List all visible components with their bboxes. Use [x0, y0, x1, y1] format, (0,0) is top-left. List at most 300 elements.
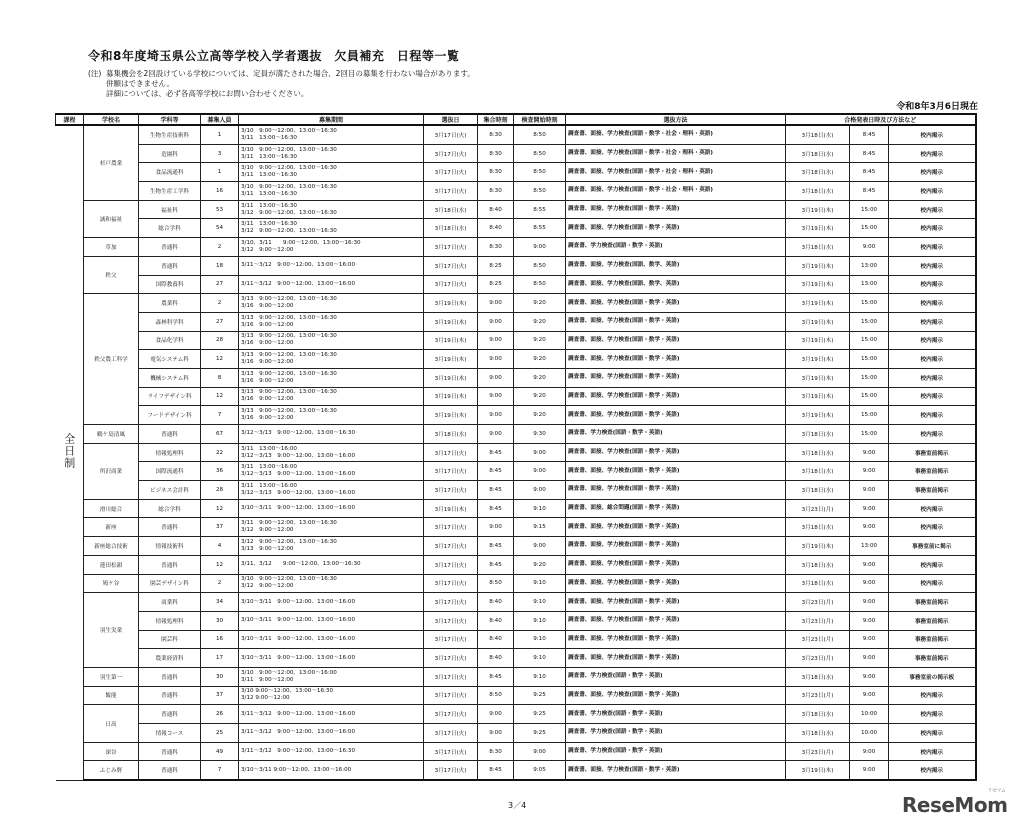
- announce-date: 3月18日(水): [786, 443, 850, 462]
- department: 総合学科: [139, 219, 201, 238]
- selection-method: 調査書、学力検査(国語・数学・英語): [566, 238, 786, 257]
- period-line: 3/11 13:00〜16:30: [241, 221, 297, 228]
- announce-method: 校内掲示: [889, 387, 976, 406]
- announce-method: 校内掲示: [889, 200, 976, 219]
- application-period: [239, 462, 424, 481]
- announce-time: 9:00: [850, 742, 889, 761]
- application-period: [239, 742, 424, 761]
- table-row: [56, 761, 976, 780]
- table-row: [56, 238, 976, 257]
- selection-method: 調査書、面接、学力検査(国語・数学・英語): [566, 462, 786, 481]
- selection-method: 調査書、面接、学力検査(国語・数学・英語): [566, 574, 786, 593]
- period-line: 3/11 13:00〜16:30: [241, 202, 297, 209]
- school-name: 飯能: [84, 686, 139, 705]
- selection-method: 調査書、学力検査(国語・数学・英語): [566, 724, 786, 743]
- department: フードデザイン科: [139, 406, 201, 425]
- gather-time: 9:00: [478, 406, 514, 425]
- period-line: 3/11〜3/12 9:00〜12:00、13:00〜16:00: [241, 710, 356, 717]
- gather-time: 8:45: [478, 462, 514, 481]
- announce-method: 校内掲示: [889, 238, 976, 257]
- announce-date: 3月18日(水): [786, 462, 850, 481]
- capacity: 17: [201, 649, 239, 668]
- gather-time: 8:45: [478, 555, 514, 574]
- announce-time: 8:45: [850, 163, 889, 182]
- announce-date: 3月23日(月): [786, 742, 850, 761]
- department: 農業科: [139, 294, 201, 313]
- selection-method: 調査書、面接、学力検査(国語・数学・英語): [566, 649, 786, 668]
- exam-date: 3月18日(水): [424, 219, 478, 238]
- announce-date: 3月18日(水): [786, 574, 850, 593]
- exam-date: 3月17日(火): [424, 125, 478, 144]
- announce-method: 事務室前掲示: [889, 649, 976, 668]
- capacity: 37: [201, 518, 239, 537]
- period-line: 3/11 13:00〜16:00: [241, 445, 297, 452]
- note-line: 募集機会を2回設けている学校については、定員が満たされた場合、2回目の募集を行わない場合があります。: [106, 69, 475, 78]
- selection-method: 調査書、面接、学力検査(国語・数学・英語): [566, 761, 786, 780]
- selection-method: 調査書、学力検査(国語・数学・英語): [566, 705, 786, 724]
- announce-time: 10:00: [850, 724, 889, 743]
- announce-time: 9:00: [850, 593, 889, 612]
- application-period: [239, 499, 424, 518]
- department: 電気システム科: [139, 350, 201, 369]
- application-period: [239, 163, 424, 182]
- announce-time: 9:00: [850, 518, 889, 537]
- period-line: 3/10 9:00〜12:00、13:00〜16:30: [241, 127, 337, 134]
- gather-time: 8:40: [478, 611, 514, 630]
- table-row: [56, 182, 976, 201]
- period-line: 3/16 9:00〜12:00: [241, 340, 294, 347]
- application-period: [239, 761, 424, 780]
- exam-date: 3月17日(火): [424, 238, 478, 257]
- table-row: [56, 294, 976, 313]
- period-line: 3/10〜3/11 9:00〜12:00、13:00〜16:00: [241, 766, 352, 773]
- exam-date: 3月17日(火): [424, 686, 478, 705]
- period-line: 3/12 9:00〜12:00: [241, 246, 294, 253]
- selection-method: 調査書、面接、学力検査(国語・数学・英語): [566, 555, 786, 574]
- announce-date: 3月18日(水): [786, 125, 850, 144]
- application-period: [239, 667, 424, 686]
- application-period: [239, 350, 424, 369]
- announce-date: 3月19日(木): [786, 761, 850, 780]
- announce-method: 事務室前掲示: [889, 462, 976, 481]
- selection-method: 調査書、面接、総合問題(国語・数学・英語): [566, 499, 786, 518]
- exam-date: 3月19日(木): [424, 387, 478, 406]
- announce-time: 8:45: [850, 125, 889, 144]
- header-row: [56, 114, 976, 125]
- exam-start-time: 9:20: [514, 350, 566, 369]
- capacity: 49: [201, 742, 239, 761]
- department: 普通科: [139, 761, 201, 780]
- gather-time: 8:45: [478, 667, 514, 686]
- exam-start-time: 9:10: [514, 611, 566, 630]
- exam-date: 3月17日(火): [424, 724, 478, 743]
- gather-time: 9:00: [478, 425, 514, 444]
- school-name: 草加: [84, 238, 139, 257]
- announce-time: 15:00: [850, 368, 889, 387]
- school-name: 羽生実業: [84, 593, 139, 668]
- announce-time: 15:00: [850, 406, 889, 425]
- capacity: 28: [201, 331, 239, 350]
- department: 生物生産技術科: [139, 125, 201, 144]
- period-line: 3/11〜3/12 9:00〜12:00、13:00〜16:00: [241, 280, 356, 287]
- header-exam-date: 選抜日: [424, 114, 478, 125]
- table-row: [56, 443, 976, 462]
- capacity: 7: [201, 406, 239, 425]
- capacity: 1: [201, 163, 239, 182]
- application-period: [239, 406, 424, 425]
- exam-date: 3月17日(火): [424, 256, 478, 275]
- header-announce: 合格発表日時及び方法など: [786, 114, 976, 125]
- exam-start-time: 9:10: [514, 499, 566, 518]
- table-row: [56, 256, 976, 275]
- exam-date: 3月19日(木): [424, 294, 478, 313]
- notes: [88, 69, 475, 99]
- announce-date: 3月19日(木): [786, 350, 850, 369]
- selection-method: 調査書、面接、学力検査(国語・数学・英語): [566, 593, 786, 612]
- announce-method: 校内掲示: [889, 294, 976, 313]
- school-name: 秩父: [84, 256, 139, 293]
- department: 普通科: [139, 667, 201, 686]
- table-row: [56, 275, 976, 294]
- selection-method: 調査書、面接、学力検査(国語・数学・社会・理科・英語): [566, 125, 786, 144]
- announce-date: 3月23日(月): [786, 499, 850, 518]
- gather-time: 9:00: [478, 331, 514, 350]
- exam-date: 3月17日(火): [424, 518, 478, 537]
- period-line: 3/16 9:00〜12:00: [241, 321, 294, 328]
- department: 普通科: [139, 686, 201, 705]
- exam-start-time: 9:20: [514, 331, 566, 350]
- header-department: 学科等: [139, 114, 201, 125]
- capacity: 4: [201, 537, 239, 556]
- period-line: 3/12〜3/13 9:00〜12:00、13:00〜16:30: [241, 430, 356, 437]
- exam-start-time: 9:10: [514, 649, 566, 668]
- application-period: [239, 425, 424, 444]
- selection-method: 調査書、面接、学力検査(国語・数学・英語): [566, 481, 786, 500]
- gather-time: 8:30: [478, 144, 514, 163]
- announce-method: 校内掲示: [889, 425, 976, 444]
- period-line: 3/11 13:00〜16:30: [241, 190, 297, 197]
- announce-method: 校内掲示: [889, 331, 976, 350]
- announce-date: 3月23日(月): [786, 630, 850, 649]
- announce-time: 9:00: [850, 611, 889, 630]
- announce-time: 13:00: [850, 256, 889, 275]
- page-title: 令和8年度埼玉県公立高等学校入学者選抜 欠員補充 日程等一覧: [88, 49, 460, 63]
- announce-method: 事務室前掲示: [889, 593, 976, 612]
- application-period: [239, 144, 424, 163]
- announce-date: 3月19日(木): [786, 537, 850, 556]
- announce-method: 校内掲示: [889, 219, 976, 238]
- selection-method: 調査書、面接、学力検査(国語・数学・英語): [566, 443, 786, 462]
- note-line: 併願はできません。: [106, 79, 174, 88]
- school-name: 誠和福祉: [84, 200, 139, 237]
- capacity: 2: [201, 238, 239, 257]
- announce-method: 事務室前掲示: [889, 611, 976, 630]
- table-row: [56, 686, 976, 705]
- exam-date: 3月17日(火): [424, 574, 478, 593]
- exam-start-time: 9:00: [514, 742, 566, 761]
- announce-method: 校内掲示: [889, 406, 976, 425]
- table-row: [56, 630, 976, 649]
- table-row: [56, 742, 976, 761]
- period-line: 3/12 9:00〜12:00、13:00〜16:30: [241, 538, 337, 545]
- application-period: [239, 630, 424, 649]
- application-period: [239, 611, 424, 630]
- announce-date: 3月19日(木): [786, 219, 850, 238]
- exam-date: 3月19日(木): [424, 368, 478, 387]
- gather-time: 8:45: [478, 499, 514, 518]
- school-name: 深谷: [84, 742, 139, 761]
- department: 機械システム科: [139, 368, 201, 387]
- announce-time: 9:00: [850, 649, 889, 668]
- announce-time: 9:00: [850, 686, 889, 705]
- capacity: 28: [201, 481, 239, 500]
- table-row: [56, 537, 976, 556]
- department: 国際教養科: [139, 275, 201, 294]
- period-line: 3/10〜3/11 9:00〜12:00、13:00〜16:00: [241, 617, 356, 624]
- exam-date: 3月19日(木): [424, 350, 478, 369]
- application-period: [239, 518, 424, 537]
- period-line: 3/10、3/11 9:00〜12:00、13:00〜16:30: [241, 239, 361, 246]
- application-period: [239, 387, 424, 406]
- period-line: 3/10 9:00〜12:00、13:00〜16:30: [241, 688, 334, 695]
- announce-date: 3月18日(水): [786, 705, 850, 724]
- announce-method: 校内掲示: [889, 182, 976, 201]
- resemom-logo: ReseMom リセマム: [902, 788, 1008, 817]
- application-period: [239, 574, 424, 593]
- capacity: 22: [201, 443, 239, 462]
- capacity: 67: [201, 425, 239, 444]
- exam-date: 3月17日(火): [424, 593, 478, 612]
- period-line: 3/11〜3/12 9:00〜12:00、13:00〜16:00: [241, 262, 356, 269]
- period-line: 3/10〜3/11 9:00〜12:00、13:00〜16:00: [241, 635, 356, 642]
- gather-time: 9:00: [478, 350, 514, 369]
- department: 普通科: [139, 742, 201, 761]
- period-line: 3/11、3/12 9:00〜12:00、13:00〜16:30: [241, 561, 361, 568]
- selection-method: 調査書、面接、学力検査(国語、数学、英語): [566, 275, 786, 294]
- application-period: [239, 686, 424, 705]
- gather-time: 8:45: [478, 481, 514, 500]
- exam-date: 3月19日(木): [424, 499, 478, 518]
- announce-date: 3月19日(木): [786, 275, 850, 294]
- selection-method: 調査書、面接、学力検査(国語・数学・英語): [566, 611, 786, 630]
- period-line: 3/10 9:00〜12:00、13:00〜16:30: [241, 183, 337, 190]
- period-line: 3/13 9:00〜12:00、13:00〜16:30: [241, 370, 337, 377]
- table-row: [56, 593, 976, 612]
- exam-start-time: 9:30: [514, 425, 566, 444]
- period-line: 3/13 9:00〜12:00、13:00〜16:30: [241, 314, 337, 321]
- period-line: 3/12 9:00〜12:00: [241, 527, 294, 534]
- exam-date: 3月17日(火): [424, 462, 478, 481]
- selection-method: 調査書、面接、学力検査(国語・数学・英語): [566, 219, 786, 238]
- period-line: 3/16 9:00〜12:00: [241, 359, 294, 366]
- announce-time: 15:00: [850, 219, 889, 238]
- selection-method: 調査書、面接、学力検査(国語・数学・英語): [566, 686, 786, 705]
- application-period: [239, 200, 424, 219]
- department: 普通科: [139, 518, 201, 537]
- exam-start-time: 9:00: [514, 443, 566, 462]
- announce-time: 15:00: [850, 425, 889, 444]
- selection-method: 調査書、学力検査(国語・数学・英語): [566, 667, 786, 686]
- announce-method: 校内掲示: [889, 125, 976, 144]
- selection-method: 調査書、学力検査(国語・数学・英語): [566, 742, 786, 761]
- table-row: [56, 163, 976, 182]
- department: 国際流通科: [139, 462, 201, 481]
- exam-start-time: 9:25: [514, 705, 566, 724]
- header-method: 選抜方法: [566, 114, 786, 125]
- period-line: 3/12〜3/13 9:00〜12:00、13:00〜16:00: [241, 489, 356, 496]
- course-label: 全日制: [62, 432, 76, 469]
- department: 情報技術科: [139, 537, 201, 556]
- department: 福祉科: [139, 200, 201, 219]
- department: 普通科: [139, 238, 201, 257]
- period-line: 3/12 9:00〜12:00、13:00〜16:30: [241, 228, 337, 235]
- announce-method: 校内掲示: [889, 350, 976, 369]
- announce-time: 15:00: [850, 331, 889, 350]
- period-line: 3/12 9:00〜12:00: [241, 695, 290, 702]
- exam-start-time: 9:20: [514, 294, 566, 313]
- gather-time: 8:40: [478, 630, 514, 649]
- selection-method: 調査書、面接、学力検査(国語・数学・英語): [566, 518, 786, 537]
- gather-time: 8:50: [478, 574, 514, 593]
- period-line: 3/11 13:00〜16:00: [241, 482, 297, 489]
- selection-method: 調査書、面接、学力検査(国語・数学・英語): [566, 200, 786, 219]
- exam-start-time: 9:00: [514, 537, 566, 556]
- period-line: 3/13 9:00〜12:00: [241, 545, 294, 552]
- application-period: [239, 275, 424, 294]
- exam-date: 3月19日(木): [424, 331, 478, 350]
- table-row: [56, 312, 976, 331]
- exam-start-time: 9:00: [514, 481, 566, 500]
- gather-time: 9:00: [478, 312, 514, 331]
- exam-date: 3月17日(火): [424, 163, 478, 182]
- table-row: [56, 125, 976, 144]
- school-name: ふじみ野: [84, 761, 139, 780]
- announce-time: 9:00: [850, 238, 889, 257]
- announce-date: 3月23日(月): [786, 593, 850, 612]
- school-name: 杉戸農業: [84, 125, 139, 200]
- announce-date: 3月18日(水): [786, 518, 850, 537]
- exam-start-time: 9:10: [514, 593, 566, 612]
- gather-time: 8:40: [478, 200, 514, 219]
- header-school: 学校名: [84, 114, 139, 125]
- application-period: [239, 537, 424, 556]
- announce-date: 3月19日(木): [786, 387, 850, 406]
- capacity: 36: [201, 462, 239, 481]
- exam-date: 3月17日(火): [424, 611, 478, 630]
- table-row: [56, 219, 976, 238]
- gather-time: 8:25: [478, 256, 514, 275]
- period-line: 3/12 9:00〜12:00、13:00〜16:30: [241, 209, 337, 216]
- note-line: 詳細については、必ず各高等学校にお問い合わせください。: [106, 89, 309, 98]
- period-line: 3/11〜3/12 9:00〜12:00、13:00〜16:00: [241, 729, 356, 736]
- capacity: 12: [201, 499, 239, 518]
- announce-date: 3月19日(木): [786, 294, 850, 313]
- exam-start-time: 8:50: [514, 144, 566, 163]
- period-line: 3/16 9:00〜12:00: [241, 377, 294, 384]
- table-row: [56, 387, 976, 406]
- department: 情報コース: [139, 724, 201, 743]
- header-gather-time: 集合時刻: [478, 114, 514, 125]
- schedule-table: [55, 113, 977, 781]
- application-period: [239, 125, 424, 144]
- announce-date: 3月19日(木): [786, 256, 850, 275]
- header-course: 課程: [56, 114, 84, 125]
- school-name: 所沢商業: [84, 443, 139, 499]
- capacity: 3: [201, 144, 239, 163]
- period-line: 3/11〜3/12 9:00〜12:00、13:00〜16:30: [241, 748, 356, 755]
- school-name: 秩父農工科学: [84, 294, 139, 425]
- department: 情報処理科: [139, 611, 201, 630]
- announce-time: 9:00: [850, 761, 889, 780]
- department: 総合学科: [139, 499, 201, 518]
- capacity: 30: [201, 667, 239, 686]
- department: 普通科: [139, 425, 201, 444]
- application-period: [239, 724, 424, 743]
- gather-time: 8:30: [478, 742, 514, 761]
- exam-date: 3月17日(火): [424, 705, 478, 724]
- exam-start-time: 8:55: [514, 200, 566, 219]
- capacity: 12: [201, 555, 239, 574]
- period-line: 3/16 9:00〜12:00: [241, 303, 294, 310]
- notes-label: (注): [88, 69, 102, 78]
- table-row: [56, 200, 976, 219]
- capacity: 27: [201, 312, 239, 331]
- selection-method: 調査書、面接、学力検査(国語・数学・英語): [566, 368, 786, 387]
- period-line: 3/13 9:00〜12:00、13:00〜16:30: [241, 333, 337, 340]
- department: 普通科: [139, 256, 201, 275]
- capacity: 2: [201, 294, 239, 313]
- header-start-time: 検査開始時刻: [514, 114, 566, 125]
- gather-time: 8:25: [478, 275, 514, 294]
- selection-method: 調査書、面接、学力検査(国語・数学・社会・理科・英語): [566, 144, 786, 163]
- exam-date: 3月17日(火): [424, 537, 478, 556]
- table-row: [56, 368, 976, 387]
- application-period: [239, 238, 424, 257]
- table-row: [56, 462, 976, 481]
- period-line: 3/12 9:00〜12:00: [241, 583, 294, 590]
- table-row: [56, 481, 976, 500]
- department: 造園科: [139, 144, 201, 163]
- announce-time: 13:00: [850, 275, 889, 294]
- exam-date: 3月18日(水): [424, 425, 478, 444]
- exam-start-time: 8:50: [514, 163, 566, 182]
- period-line: 3/13 9:00〜12:00、13:00〜16:30: [241, 352, 337, 359]
- capacity: 37: [201, 686, 239, 705]
- period-line: 3/10〜3/11 9:00〜12:00、13:00〜16:00: [241, 505, 356, 512]
- announce-method: 校内掲示: [889, 761, 976, 780]
- selection-method: 調査書、面接、学力検査(国語・数学・英語): [566, 537, 786, 556]
- exam-date: 3月17日(火): [424, 182, 478, 201]
- announce-time: 8:45: [850, 144, 889, 163]
- period-line: 3/12〜3/13 9:00〜12:00、13:00〜16:00: [241, 471, 356, 478]
- gather-time: 8:45: [478, 761, 514, 780]
- school-name: 鳩ケ谷: [84, 574, 139, 593]
- gather-time: 9:00: [478, 368, 514, 387]
- capacity: 25: [201, 724, 239, 743]
- capacity: 2: [201, 574, 239, 593]
- capacity: 7: [201, 761, 239, 780]
- capacity: 27: [201, 275, 239, 294]
- period-line: 3/11 9:00〜12:00: [241, 676, 294, 683]
- table-row: [56, 724, 976, 743]
- as-of-date: 令和8年3月6日現在: [896, 102, 978, 112]
- capacity: 26: [201, 705, 239, 724]
- capacity: 16: [201, 182, 239, 201]
- department: 商業科: [139, 593, 201, 612]
- school-name: 蓮田松韻: [84, 555, 139, 574]
- application-period: [239, 256, 424, 275]
- application-period: [239, 649, 424, 668]
